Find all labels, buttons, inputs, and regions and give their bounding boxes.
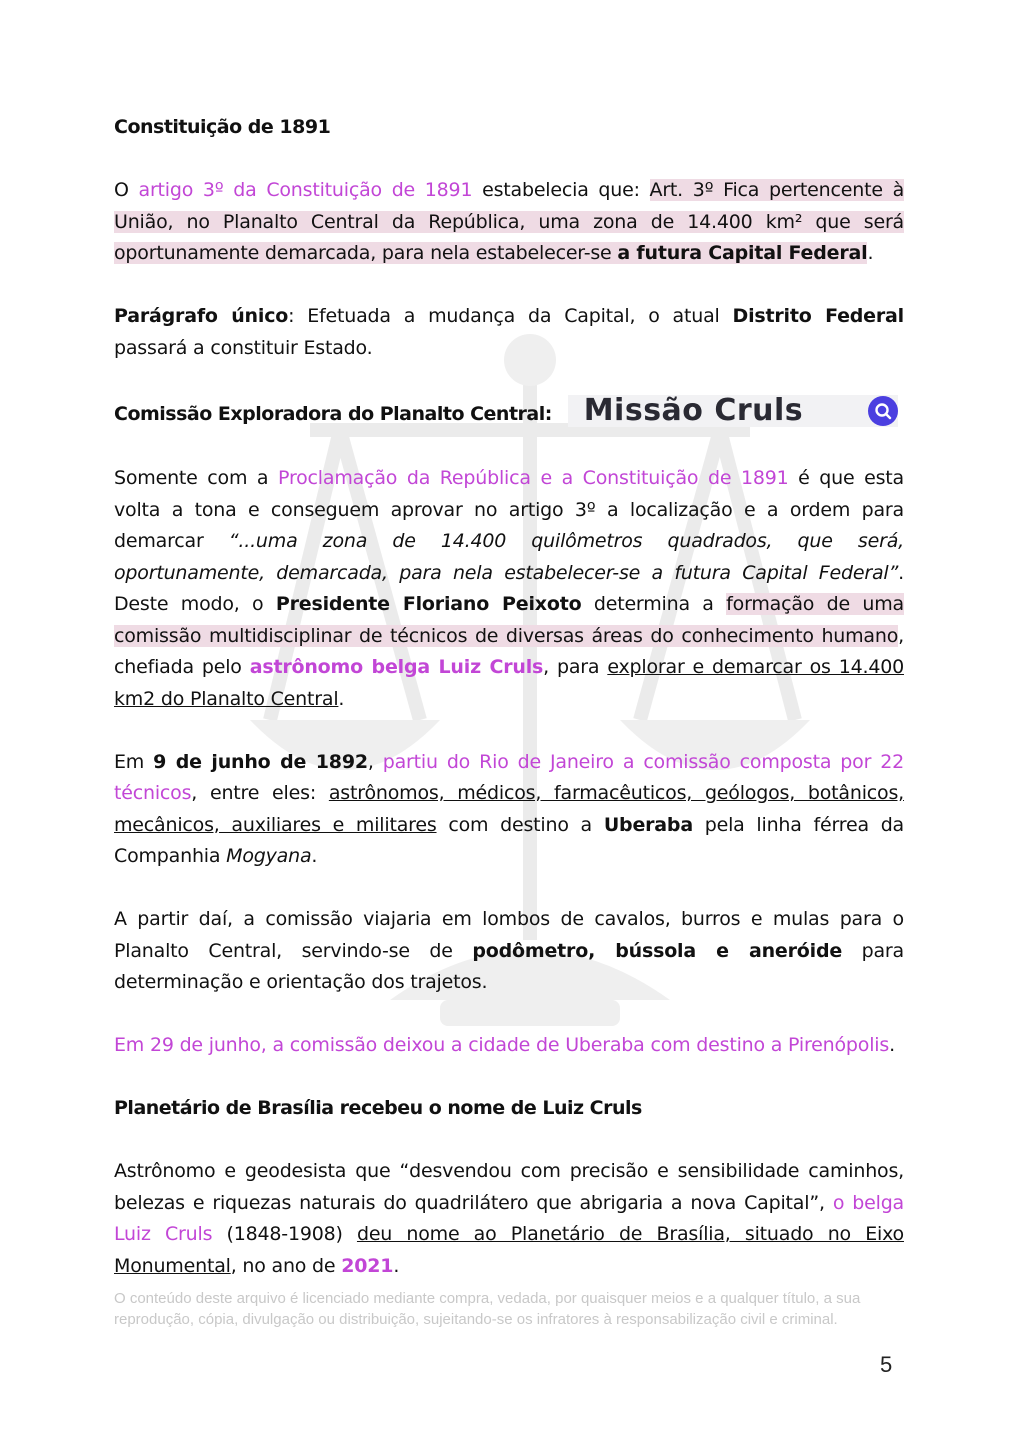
- license-notice: O conteúdo deste arquivo é licenciado mediante compra, vedada, por quaisquer meios e a qualquer título, a sua reprodução, cópia, divulgação ou distribuição, sujeitando-se os infratores à responsabilização civil e criminal.: [114, 1290, 861, 1328]
- highlighted-quote: Art. 3º Fica pertencente à União, no Planalto Central da República, uma zona de 14.400 km² que será oportunamente demarcada, para nela estabelecer-se a futura Capital Federal: [114, 179, 905, 264]
- pink-text: artigo 3º da Constituição de 1891: [138, 179, 473, 201]
- badge-label: Missão Cruls: [583, 393, 804, 428]
- paragraph-proclamacao: Somente com a Proclamação da República e a Constituição de 1891 é que esta volta a tona e conseguem aprovar no artigo 3º a localização e a ordem para demarcar “...uma zona de 14.400 quilômetros quadrados, que será, oportunamente, demarcada, para nela estabelecer-se a futura Capital Federal”. Deste modo, o Presidente Floriano Peixoto determina a formação de uma comissão multidisciplinar de técnicos de diversas áreas do conhecimento humano, chefiada pelo astrônomo belga Luiz Cruls, para explorar e demarcar os 14.400 km2 do Planalto Central.: [114, 467, 904, 710]
- commission-heading-row: [114, 393, 904, 432]
- paragraph-artigo: O artigo 3º da Constituição de 1891 estabelecia que: Art. 3º Fica pertencente à União, no Planalto Central da República, uma zona de 14.400 km² que será oportunamente demarcada, para nela estabelecer-se a futura Capital Federal.: [114, 179, 905, 264]
- search-icon: [868, 396, 898, 426]
- paragraph-planetario: Astrônomo e geodesista que “desvendou com precisão e sensibilidade caminhos, belezas e riquezas naturais do quadrilátero que abrigaria a nova Capital”, o belga Luiz Cruls (1848-1908) deu nome ao Planetário de Brasília, situado no Eixo Monumental, no ano de 2021.: [114, 1160, 904, 1277]
- section-heading-planetario: Planetário de Brasília recebeu o nome de Luiz Cruls: [114, 1097, 642, 1119]
- section-heading-constituicao: Constituição de 1891: [114, 116, 331, 138]
- paragraph-viagem: A partir daí, a comissão viajaria em lombos de cavalos, burros e mulas para o Planalto Central, servindo-se de podômetro, bússola e aneróide para determinação e orientação dos trajetos.: [114, 908, 904, 993]
- section-heading-comissao: Comissão Exploradora do Planalto Central:: [114, 402, 552, 425]
- paragraph-partida: Em 9 de junho de 1892, partiu do Rio de Janeiro a comissão composta por 22 técnicos, entre eles: astrônomos, médicos, farmacêuticos, geólogos, botânicos, mecânicos, auxiliares e militares com destino a Uberaba pela linha férrea da Companhia Mogyana.: [114, 750, 905, 867]
- missao-cruls-badge: [568, 395, 898, 427]
- highlighted-text: formação de uma comissão multidisciplinar de técnicos de diversas áreas do conhecimento humano: [114, 593, 904, 647]
- page-number: 5: [880, 1352, 893, 1377]
- paragraph-unico: Parágrafo único: Efetuada a mudança da Capital, o atual Distrito Federal passará a constituir Estado.: [114, 305, 904, 359]
- paragraph-pirenopolis: Em 29 de junho, a comissão deixou a cidade de Uberaba com destino a Pirenópolis.: [114, 1034, 895, 1056]
